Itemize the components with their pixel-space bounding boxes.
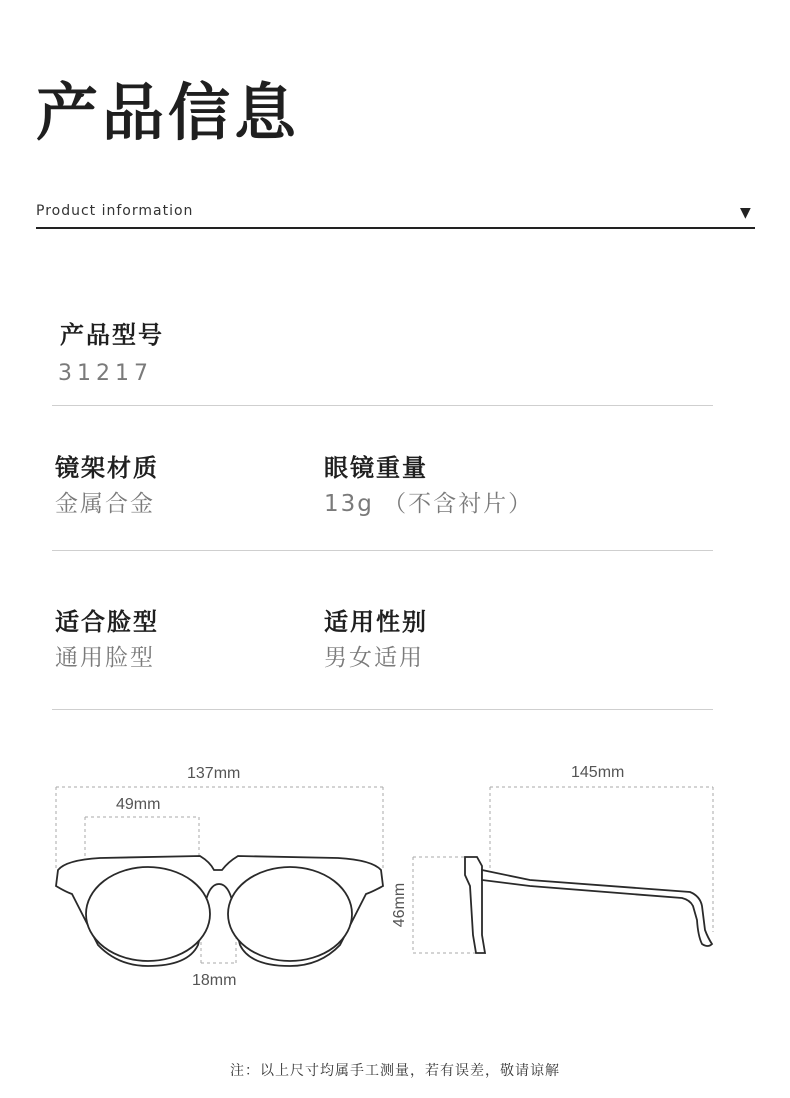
glasses-front-view xyxy=(56,856,383,966)
weight-label: 眼镜重量 xyxy=(324,454,428,482)
lens-width-label: 49mm xyxy=(116,796,161,813)
glasses-side-view xyxy=(465,857,712,953)
total-width-label: 137mm xyxy=(187,765,241,782)
lens-height-label: 46mm xyxy=(391,882,408,928)
page-subtitle: Product information xyxy=(36,203,194,219)
temple-length-label: 145mm xyxy=(571,764,625,781)
bridge-width-label: 18mm xyxy=(192,972,237,989)
measurement-note: 注：以上尺寸均属手工测量，若有误差，敬请谅解 xyxy=(230,1063,560,1079)
face-shape-value: 通用脸型 xyxy=(55,645,155,671)
face-shape-label: 适合脸型 xyxy=(55,608,159,636)
model-value: 31217 xyxy=(58,361,153,386)
frame-material-label: 镜架材质 xyxy=(55,454,159,482)
weight-value: 13g （不含衬片） xyxy=(324,491,534,517)
gender-label: 适用性别 xyxy=(324,608,428,636)
frame-material-value: 金属合金 xyxy=(55,491,155,517)
gender-value: 男女适用 xyxy=(324,645,424,671)
page-title: 产品信息 xyxy=(36,76,301,149)
model-label: 产品型号 xyxy=(60,321,164,349)
triangle-down-icon: ▼ xyxy=(740,205,751,221)
